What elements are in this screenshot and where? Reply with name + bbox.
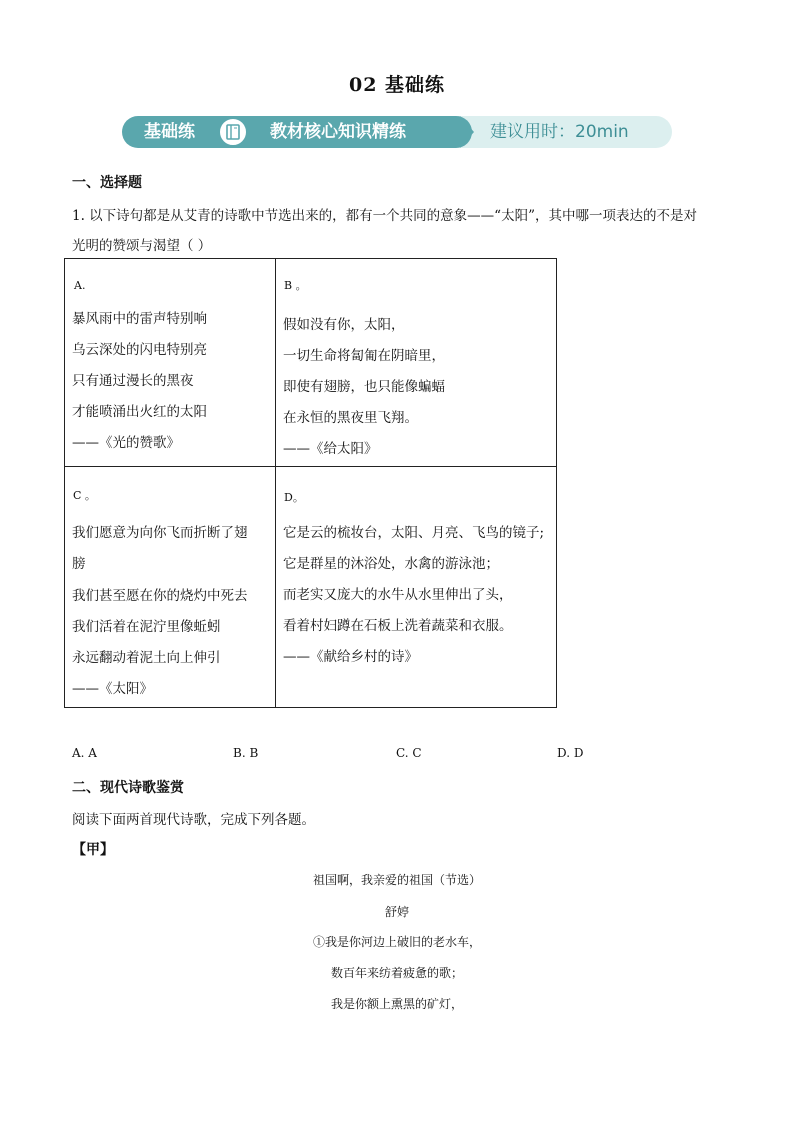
answer-choice-c[interactable]: C. C bbox=[396, 746, 422, 760]
poem-line: 我们愿意为向你飞而折断了翅 bbox=[72, 525, 248, 541]
answer-choice-b[interactable]: B. B bbox=[233, 746, 259, 760]
poem-line: 我是你额上熏黑的矿灯， bbox=[330, 997, 463, 1011]
option-label-b: B 。 bbox=[284, 279, 307, 292]
option-cell-b bbox=[276, 259, 556, 467]
poem-line: ①我是你河边上破旧的老水车， bbox=[312, 935, 481, 949]
book-icon bbox=[218, 117, 248, 147]
banner-label-topic: 教材核心知识精练 bbox=[270, 122, 406, 142]
answer-choice-a[interactable]: A. A bbox=[72, 746, 97, 760]
poem-line: 才能喷涌出火红的太阳 bbox=[72, 404, 207, 420]
banner-time-label: 建议用时：20min bbox=[490, 122, 629, 142]
poetry-intro: 阅读下面两首现代诗歌，完成下列各题。 bbox=[72, 812, 315, 828]
options-table bbox=[64, 258, 557, 708]
option-label-c: C 。 bbox=[73, 489, 96, 502]
section-banner bbox=[122, 116, 672, 148]
option-label-a: A. bbox=[74, 279, 86, 292]
poem-line: 永远翻动着泥土向上伸引 bbox=[72, 650, 221, 666]
poem-line: 它是云的梳妆台，太阳、月亮、飞鸟的镜子; bbox=[283, 525, 545, 541]
poem-line: 膀 bbox=[72, 556, 86, 572]
option-cell-c bbox=[65, 467, 276, 707]
poem-line: 我们甚至愿在你的烧灼中死去 bbox=[72, 588, 248, 604]
question-text-line-1: 1. 以下诗句都是从艾青的诗歌中节选出来的，都有一个共同的意象——“太阳”，其中哪一项表达的不是对 bbox=[72, 208, 697, 224]
poem-source: ——《光的赞歌》 bbox=[72, 435, 180, 451]
poem-line: 在永恒的黑夜里飞翔。 bbox=[283, 410, 418, 426]
option-cell-d bbox=[276, 467, 556, 707]
section-heading-poetry: 二、现代诗歌鉴赏 bbox=[72, 780, 184, 796]
option-cell-a bbox=[65, 259, 276, 467]
poem-line: 即使有翅膀，也只能像蝙蝠 bbox=[283, 379, 445, 395]
poem-line: 我们活着在泥泞里像蚯蚓 bbox=[72, 619, 221, 635]
section-heading-choice: 一、选择题 bbox=[72, 175, 142, 191]
poem-line: 一切生命将匐匍在阴暗里， bbox=[283, 348, 445, 364]
poem-title: 祖国啊，我亲爱的祖国（节选） bbox=[312, 873, 481, 887]
poem-line: 只有通过漫长的黑夜 bbox=[72, 373, 194, 389]
question-text-line-2: 光明的赞颂与渴望（ ） bbox=[72, 238, 212, 254]
poem-line: 假如没有你，太阳， bbox=[283, 317, 405, 333]
part-label-jia: 【甲】 bbox=[72, 842, 114, 858]
poem-line: 乌云深处的闪电特别亮 bbox=[72, 342, 207, 358]
poem-line: 暴风雨中的雷声特别响 bbox=[72, 311, 207, 327]
poem-source: ——《给太阳》 bbox=[283, 441, 378, 457]
option-label-d: D。 bbox=[284, 491, 304, 504]
poem-line: 它是群星的沐浴处，水禽的游泳池； bbox=[283, 556, 499, 572]
banner-label-basic: 基础练 bbox=[144, 122, 195, 142]
poem-source: ——《太阳》 bbox=[72, 681, 153, 697]
page-title: 02 基础练 bbox=[348, 74, 446, 96]
answer-choice-d[interactable]: D. D bbox=[557, 746, 584, 760]
poem-line: 而老实又庞大的水牛从水里伸出了头， bbox=[283, 587, 513, 603]
poem-line: 看着村妇蹲在石板上洗着蔬菜和衣服。 bbox=[283, 618, 513, 634]
poem-author: 舒婷 bbox=[384, 905, 409, 919]
poem-line: 数百年来纺着疲惫的歌； bbox=[330, 966, 463, 980]
banner-arrow bbox=[460, 116, 474, 148]
poem-source: ——《献给乡村的诗》 bbox=[283, 649, 418, 665]
